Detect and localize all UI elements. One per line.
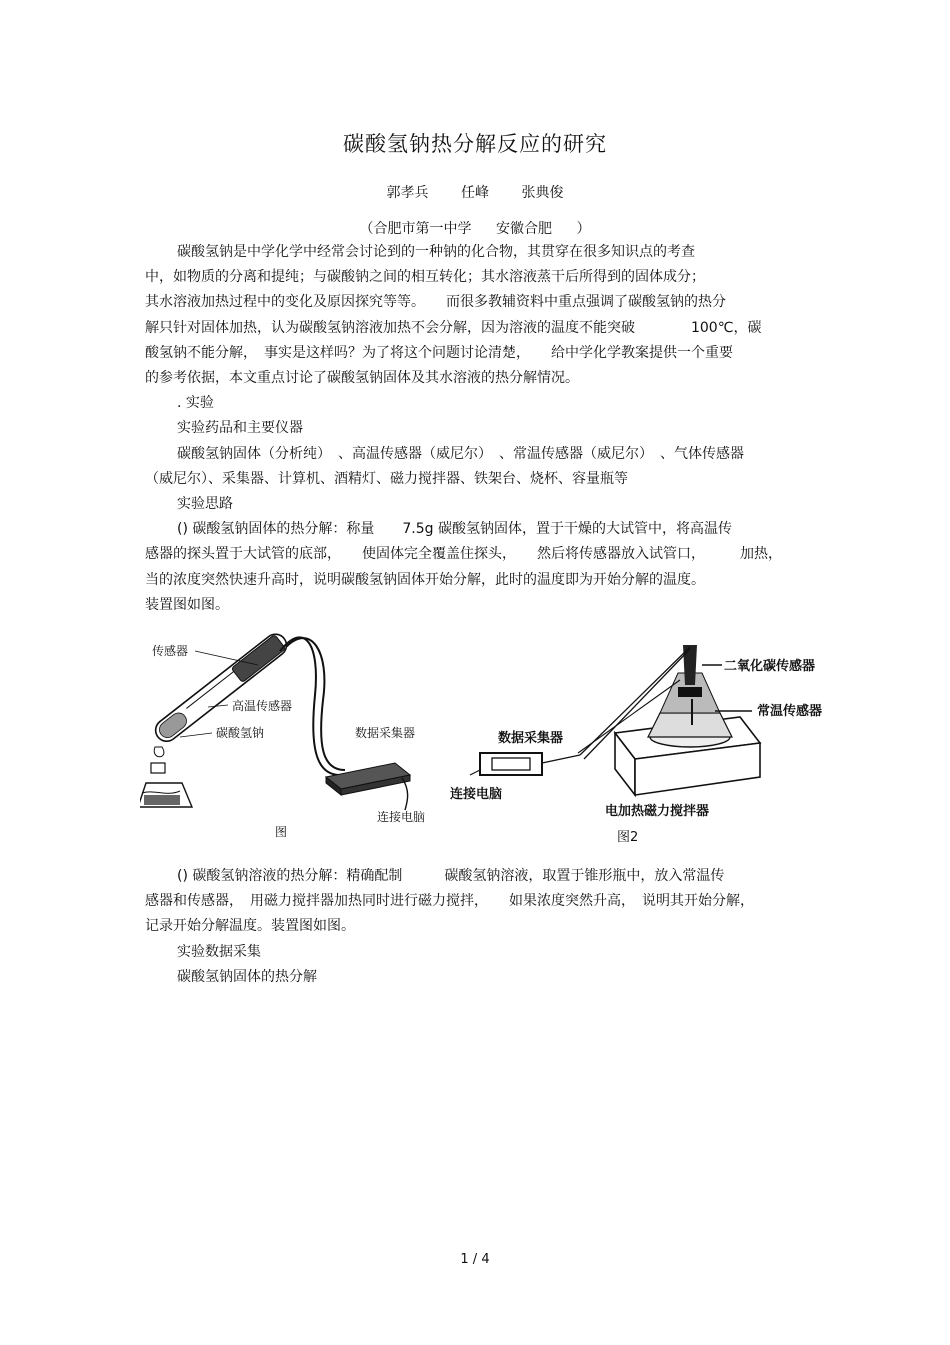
section-heading: . 实验: [177, 395, 214, 412]
affiliation-part: （合肥市第一中学: [359, 221, 472, 237]
author-name: 任峰: [461, 185, 489, 201]
text-line: () 碳酸氢钠溶液的热分解：精确配制 碳酸氢钠溶液，取置于锥形瓶中，放入常温传: [177, 868, 725, 884]
fig2-caption: 图2: [617, 830, 639, 845]
text-line: 感器的探头置于大试管的底部， 使固体完全覆盖住探头， 然后将传感器放入试管口， 加热，: [145, 546, 782, 563]
author-list: [0, 182, 950, 202]
text-line: 其水溶液加热过程中的变化及原因探究等等。 而很多教辅资料中重点强调了碳酸氢钠的热分: [145, 294, 726, 311]
subsection-heading: 碳酸氢钠固体的热分解: [177, 968, 317, 985]
fig2-label-co2-sensor: 二氧化碳传感器: [724, 659, 816, 674]
author-name: 郭孝兵: [386, 185, 429, 201]
subsection-heading: 实验思路: [177, 496, 233, 513]
text-line: 中，如物质的分离和提纯；与碳酸钠之间的相互转化；其水溶液蒸干后所得到的固体成分；: [145, 269, 705, 286]
paper-title: 碳酸氢钠热分解反应的研究: [343, 132, 607, 156]
text-line: 感器和传感器， 用磁力搅拌器加热同时进行磁力搅拌， 如果浓度突然升高， 说明其开始分解，: [145, 893, 754, 910]
fig1-label-computer: 连接电脑: [377, 810, 426, 824]
fig1-label-data-logger: 数据采集器: [355, 726, 416, 740]
affiliation-part: 安徽合肥: [496, 221, 552, 237]
subsection-heading: 实验药品和主要仪器: [177, 420, 303, 437]
solution-method-paragraph: [145, 864, 805, 990]
subsection-heading: 实验数据采集: [177, 943, 261, 960]
text-line: 装置图如图。: [145, 596, 229, 613]
fig2-label-stirrer: 电加热磁力搅拌器: [605, 804, 710, 819]
fig1-label-sensor: 传感器: [152, 644, 189, 658]
text-line: 酸氢钠不能分解， 事实是这样吗？为了将这个问题讨论清楚， 给中学化学教案提供一个重要: [145, 344, 733, 361]
affiliation: [0, 218, 950, 238]
affiliation-part: ）: [576, 221, 591, 237]
page-number: 1 / 4: [460, 1252, 490, 1267]
fig2-label-computer: 连接电脑: [450, 787, 503, 802]
fig1-label-sodium-bicarbonate: 碳酸氢钠: [216, 726, 265, 740]
intro-paragraph: [145, 240, 805, 618]
figures-row: [140, 625, 840, 850]
fig1-label-high-temp-sensor: 高温传感器: [232, 699, 293, 713]
fig2-label-room-temp-sensor: 常温传感器: [757, 704, 823, 719]
apparatus-diagrams: [140, 625, 840, 850]
fig2-label-data-logger: 数据采集器: [498, 731, 564, 746]
text-line: 碳酸氢钠是中学化学中经常会讨论到的一种钠的化合物，其贯穿在很多知识点的考查: [177, 244, 695, 260]
figure-2: [470, 645, 760, 795]
text-line: 记录开始分解温度。装置图如图。: [145, 918, 355, 935]
text-line: () 碳酸氢钠固体的热分解：称量 7.5g 碳酸氢钠固体，置于干燥的大试管中，将高温传: [177, 521, 732, 538]
text-line: 当的浓度突然快速升高时，说明碳酸氢钠固体开始分解，此时的温度即为开始分解的温度。: [145, 571, 705, 588]
author-name: 张典俊: [521, 185, 564, 201]
text-line: 解只针对固体加热，认为碳酸氢钠溶液加热不会分解，因为溶液的温度不能突破 100℃，碳: [145, 319, 762, 336]
fig1-caption: 图: [275, 825, 288, 839]
text-line: 的参考依据，本文重点讨论了碳酸氢钠固体及其水溶液的热分解情况。: [145, 370, 579, 387]
text-line: 碳酸氢钠固体（分析纯） 、高温传感器（威尼尔） 、常温传感器（威尼尔） 、气体传感器: [177, 445, 744, 462]
text-line: （威尼尔）、采集器、计算机、酒精灯、磁力搅拌器、铁架台、烧杯、容量瓶等: [145, 470, 628, 487]
